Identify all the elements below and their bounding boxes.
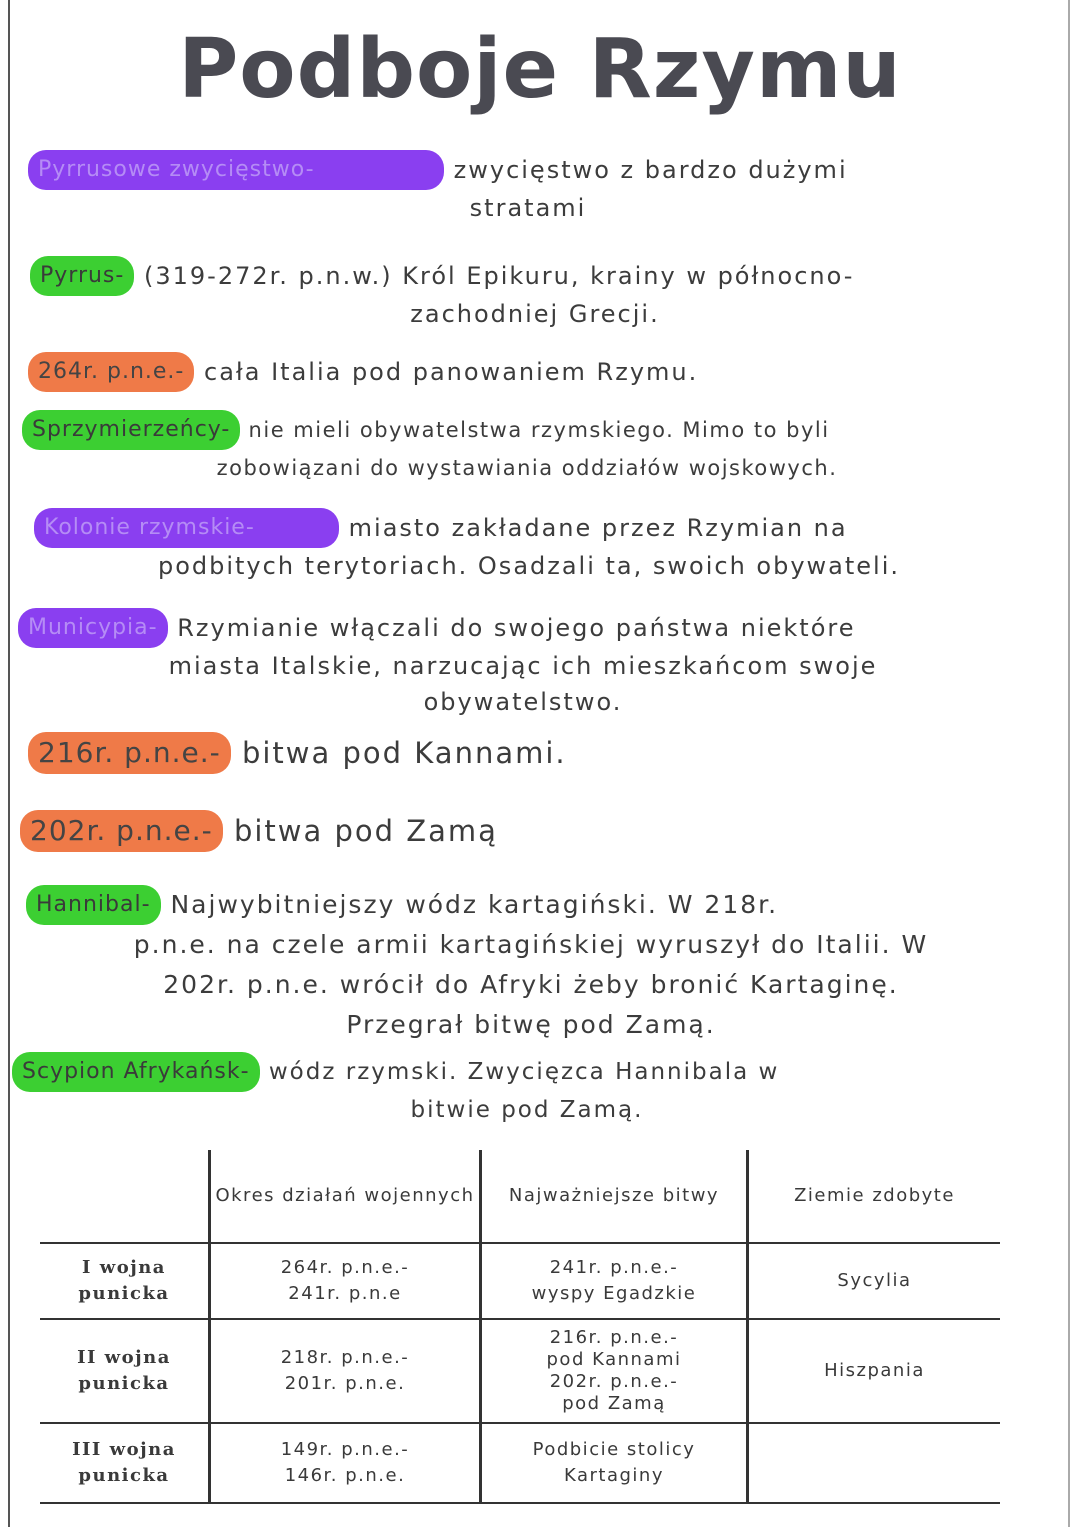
lands-cell: Sycylia <box>748 1243 1001 1319</box>
battle-line: Podbicie stolicy <box>532 1439 696 1460</box>
period-cell <box>210 1423 481 1503</box>
term-highlight: Scypion Afrykańsk- <box>12 1052 260 1092</box>
table-row <box>40 1319 1000 1423</box>
period-cell <box>210 1319 481 1423</box>
war-name-line: III wojna <box>72 1439 176 1460</box>
table-row <box>40 1423 1000 1503</box>
definition-text: bitwa pod Zamą <box>233 814 498 848</box>
battle-line: pod Kannami <box>546 1349 682 1370</box>
entry-pyrrus <box>30 256 1040 332</box>
period-line: 218r. p.n.e.- <box>280 1347 410 1368</box>
term-highlight: Pyrrusowe zwycięstwo- <box>28 150 444 190</box>
table-header-period: Okres działań wojennych <box>210 1150 481 1243</box>
definition-continuation: stratami <box>469 194 587 222</box>
period-line: 241r. p.n.e <box>288 1283 402 1304</box>
definition-continuation: p.n.e. na czele armii kartagińskiej wyruszył do Italii. W <box>133 930 929 959</box>
table-header-lands: Ziemie zdobyte <box>748 1150 1001 1243</box>
term-highlight: Kolonie rzymskie- <box>34 508 339 548</box>
definition-text: nie mieli obywatelstwa rzymskiego. Mimo to byli <box>248 418 830 442</box>
definition-continuation: 202r. p.n.e. wrócił do Afryki żeby bronić Kartaginę. <box>163 970 899 999</box>
entry-allies <box>22 410 1032 486</box>
term-highlight: Municypia- <box>18 608 168 648</box>
definition-text: bitwa pod Kannami. <box>241 736 567 770</box>
battle-line: 216r. p.n.e.- <box>549 1327 679 1348</box>
war-name-line: punicka <box>78 1465 170 1486</box>
term-highlight: 202r. p.n.e.- <box>20 810 223 852</box>
lands-cell <box>748 1423 1001 1503</box>
entry-scipio <box>12 1052 1042 1128</box>
war-name-cell <box>40 1423 210 1503</box>
battle-line: 241r. p.n.e.- <box>549 1257 679 1278</box>
entry-hannibal <box>26 884 1036 1045</box>
page-border-right <box>1068 0 1070 1527</box>
term-highlight: 216r. p.n.e.- <box>28 732 231 774</box>
term-highlight: Pyrrus- <box>30 256 134 296</box>
page-border-left <box>8 0 10 1527</box>
definition-text: Rzymianie włączali do swojego państwa niektóre <box>177 614 856 642</box>
war-name-line: punicka <box>78 1283 170 1304</box>
period-line: 149r. p.n.e.- <box>280 1439 410 1460</box>
definition-text: zwycięstwo z bardzo dużymi <box>453 156 848 184</box>
battle-line: wyspy Egadzkie <box>531 1283 697 1304</box>
battles-cell <box>481 1319 748 1423</box>
punic-wars-table <box>40 1150 1000 1504</box>
period-cell <box>210 1243 481 1319</box>
entry-pyrrhic-victory <box>28 150 1028 226</box>
war-name-line: punicka <box>78 1373 170 1394</box>
war-name-cell <box>40 1319 210 1423</box>
entry-municipia <box>18 608 1028 720</box>
page-title: Podboje Rzymu <box>178 22 902 117</box>
definition-continuation: miasta Italskie, narzucając ich mieszkańcom swoje <box>168 652 878 680</box>
entry-216bc <box>28 732 1038 774</box>
definition-text: (319-272r. p.n.w.) Król Epikuru, krainy w północno- <box>143 262 855 290</box>
definition-continuation: bitwie pod Zamą. <box>410 1097 644 1123</box>
period-line: 201r. p.n.e. <box>284 1373 406 1394</box>
term-highlight: 264r. p.n.e.- <box>28 352 194 392</box>
definition-continuation: Przegrał bitwę pod Zamą. <box>346 1010 716 1039</box>
battle-line: pod Zamą <box>562 1393 666 1414</box>
definition-text: Najwybitniejszy wódz kartagiński. W 218r. <box>170 890 779 919</box>
lands-cell: Hiszpania <box>748 1319 1001 1423</box>
battle-line: 202r. p.n.e.- <box>549 1371 679 1392</box>
war-name-line: I wojna <box>82 1257 166 1278</box>
period-line: 264r. p.n.e.- <box>280 1257 410 1278</box>
period-line: 146r. p.n.e. <box>284 1465 406 1486</box>
definition-text: wódz rzymski. Zwycięzca Hannibala w <box>268 1059 780 1085</box>
entry-202bc <box>20 810 1030 852</box>
entry-264bc <box>28 352 1038 392</box>
war-name-cell <box>40 1243 210 1319</box>
table-header-empty <box>40 1150 210 1243</box>
battle-line: Kartaginy <box>564 1465 664 1486</box>
table-header-row <box>40 1150 1000 1243</box>
table-row <box>40 1243 1000 1319</box>
entry-roman-colonies <box>34 508 1024 584</box>
battles-cell <box>481 1243 748 1319</box>
table-header-battles: Najważniejsze bitwy <box>481 1150 748 1243</box>
term-highlight: Sprzymierzeńcy- <box>22 410 240 450</box>
definition-text: cała Italia pod panowaniem Rzymu. <box>204 358 699 386</box>
term-highlight: Hannibal- <box>26 885 161 925</box>
definition-continuation: podbitych terytoriach. Osadzali ta, swoich obywateli. <box>157 552 901 580</box>
definition-text: miasto zakładane przez Rzymian na <box>348 514 848 542</box>
battles-cell <box>481 1423 748 1503</box>
definition-continuation: zobowiązani do wystawiania oddziałów wojskowych. <box>216 456 838 480</box>
definition-continuation: obywatelstwo. <box>423 688 623 716</box>
definition-continuation: zachodniej Grecji. <box>410 300 660 328</box>
war-name-line: II wojna <box>77 1347 171 1368</box>
